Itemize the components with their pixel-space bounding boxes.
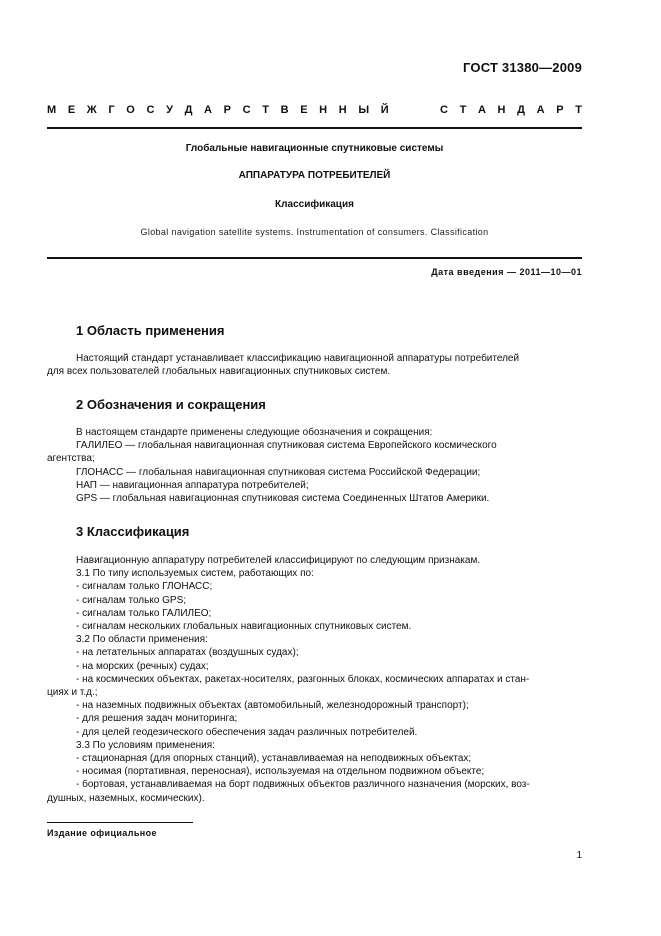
section-2-line: GPS — глобальная навигационная спутниковая система Соединенных Штатов Америки. <box>76 493 490 505</box>
banner-letter: О <box>126 104 135 116</box>
banner-letter: Ы <box>358 104 370 116</box>
standard-code: ГОСТ 31380—2009 <box>463 60 582 75</box>
banner-letter: Р <box>223 104 231 116</box>
section-3-line: - сигналам только ГАЛИЛЕО; <box>76 607 212 619</box>
title-rule <box>47 257 582 259</box>
section-3-line: 3.3 По условиям применения: <box>76 739 215 751</box>
section-3-line: 3.1 По типу используемых систем, работающих по: <box>76 568 314 580</box>
banner-letter: У <box>166 104 173 116</box>
section-1-line-2: для всех пользователей глобальных навигационных спутниковых систем. <box>47 366 391 378</box>
interstate-standard-banner <box>47 104 582 116</box>
banner-letter: Г <box>108 104 115 116</box>
section-1-heading: 1 Область применения <box>76 323 225 338</box>
title-line-1: Глобальные навигационные спутниковые системы <box>185 143 444 154</box>
banner-letter: Т <box>262 104 269 116</box>
section-3-line: - сигналам нескольких глобальных навигационных спутниковых систем. <box>76 621 412 633</box>
section-3-line: душных, наземных, космических). <box>47 792 205 804</box>
section-3-line: - сигналам только ГЛОНАСС; <box>76 581 213 593</box>
page-number: 1 <box>576 850 582 861</box>
section-3-line: - бортовая, устанавливаемая на борт подвижных объектов различного назначения (морских, воз- <box>76 779 530 791</box>
title-line-3: Классификация <box>275 199 354 210</box>
banner-letter: С <box>242 104 251 116</box>
section-3-heading: 3 Классификация <box>76 524 190 539</box>
banner-letter: Е <box>67 104 76 116</box>
section-3-line: 3.2 По области применения: <box>76 634 208 646</box>
section-2-line: НАП — навигационная аппаратура потребителей; <box>76 479 309 491</box>
section-2-line: ГАЛИЛЕО — глобальная навигационная спутниковая система Европейского космического <box>76 440 497 452</box>
banner-letter: В <box>280 104 289 116</box>
section-1-body <box>47 352 582 378</box>
section-3-line: - для решения задач мониторинга; <box>76 713 238 725</box>
banner-letter: А <box>477 104 486 116</box>
section-3-line: - сигналам только GPS; <box>76 594 187 606</box>
introduction-date: Дата введения — 2011—10—01 <box>431 267 582 277</box>
banner-letter: Н <box>497 104 506 116</box>
banner-letter: Д <box>517 104 525 116</box>
section-3-line: - на наземных подвижных объектах (автомобильный, железнодорожный транспорт); <box>76 700 469 712</box>
banner-letter: С <box>146 104 155 116</box>
section-2-line: агентства; <box>47 453 95 465</box>
section-2-line: ГЛОНАСС — глобальная навигационная спутниковая система Российской Федерации; <box>76 466 481 478</box>
header-rule <box>47 127 582 129</box>
section-2-line: В настоящем стандарте применены следующие обозначения и сокращения: <box>76 427 433 438</box>
banner-letter: Е <box>300 104 308 116</box>
banner-letter: С <box>439 104 448 116</box>
banner-letter: Д <box>184 104 193 116</box>
banner-letter: Н <box>338 104 347 116</box>
banner-letter: Н <box>319 104 328 116</box>
banner-letter: А <box>536 104 545 116</box>
title-english: Global navigation satellite systems. Instrumentation of consumers. Classification <box>140 227 489 237</box>
banner-letter: А <box>204 104 212 116</box>
title-line-2: АППАРАТУРА ПОТРЕБИТЕЛЕЙ <box>238 170 391 181</box>
section-3-line: - носимая (портативная, переносная), используемая на отдельном подвижном объекте; <box>76 766 485 778</box>
section-3-line: - на космических объектах, ракетах-носителях, разгонных блоках, космических аппаратах и стан- <box>76 673 530 685</box>
section-3-line: - для целей геодезического обеспечения задач различных потребителей. <box>76 726 418 738</box>
section-3-body <box>47 554 582 805</box>
section-2-body <box>47 426 582 505</box>
banner-letter: М <box>47 104 57 116</box>
section-3-line: - стационарная (для опорных станций), устанавливаемая на неподвижных объектах; <box>76 753 472 765</box>
banner-word-gap <box>400 104 428 116</box>
banner-letter: Т <box>575 104 582 116</box>
section-3-line: - на морских (речных) судах; <box>76 660 209 672</box>
official-edition-label: Издание официальное <box>47 828 157 838</box>
section-1-line-1: Настоящий стандарт устанавливает классификацию навигационной аппаратуры потребителей <box>76 353 520 364</box>
banner-letter: Т <box>459 104 467 116</box>
section-3-line: Навигационную аппаратуру потребителей классифицируют по следующим признакам. <box>76 555 481 566</box>
banner-letter: Ж <box>86 104 97 116</box>
section-2-heading: 2 Обозначения и сокращения <box>76 397 266 412</box>
footer-rule <box>47 822 193 823</box>
banner-letter: Й <box>380 104 389 116</box>
section-3-line: циях и т.д.; <box>47 687 98 699</box>
section-3-line: - на летательных аппаратах (воздушных судах); <box>76 647 299 659</box>
banner-letter: Р <box>556 104 564 116</box>
